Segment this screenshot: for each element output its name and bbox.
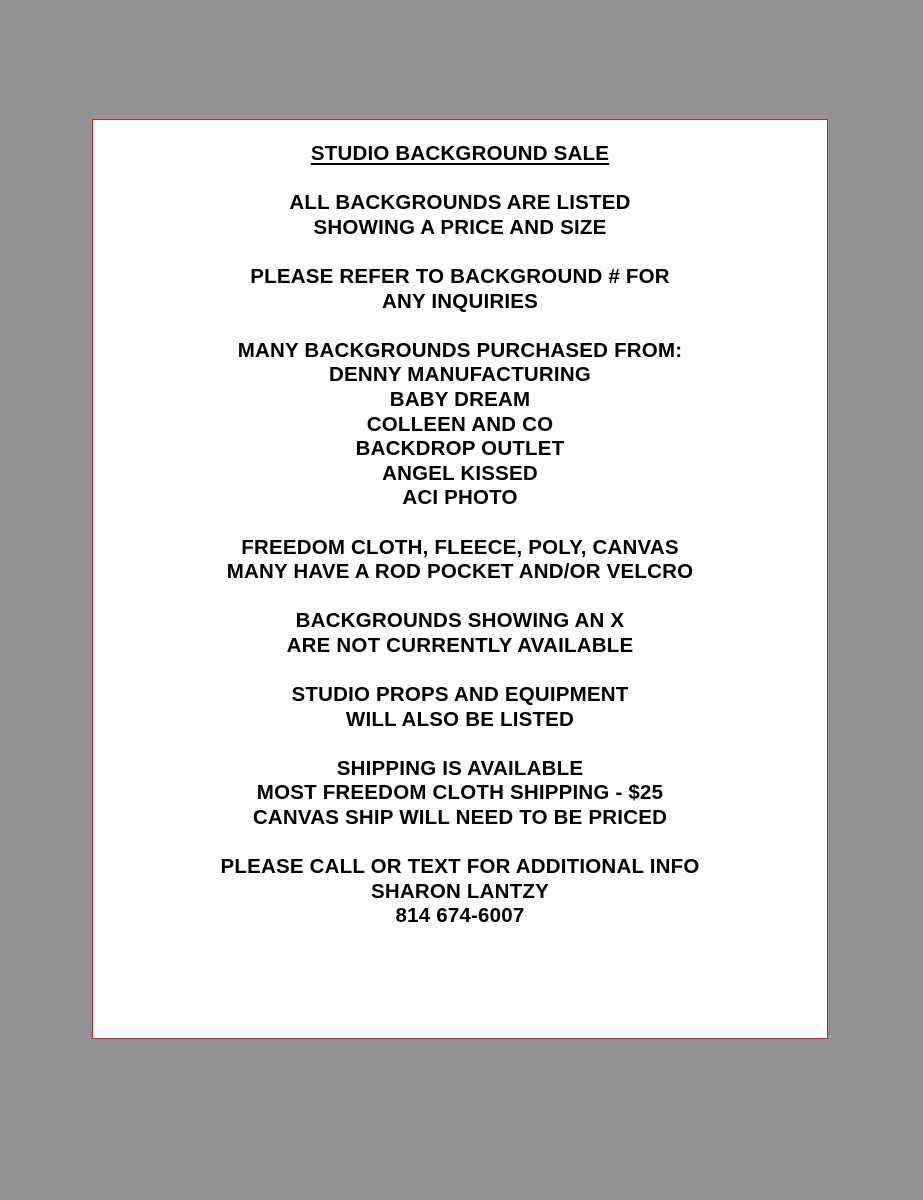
spacer	[93, 240, 827, 265]
intro-line-2: SHOWING A PRICE AND SIZE	[313, 215, 607, 239]
props-line-1: STUDIO PROPS AND EQUIPMENT	[291, 683, 629, 707]
spacer	[93, 831, 827, 856]
supplier-item: COLLEEN AND CO	[366, 412, 554, 436]
shipping-line-2: MOST FREEDOM CLOTH SHIPPING - $25	[256, 781, 664, 805]
materials-line-1: FREEDOM CLOTH, FLEECE, POLY, CANVAS	[241, 535, 679, 559]
availability-line-2: ARE NOT CURRENTLY AVAILABLE	[286, 633, 634, 657]
supplier-item: ACI PHOTO	[402, 486, 518, 510]
refer-line-2: ANY INQUIRIES	[382, 289, 538, 313]
shipping-line-1: SHIPPING IS AVAILABLE	[336, 756, 584, 780]
refer-line-1: PLEASE REFER TO BACKGROUND # FOR	[250, 264, 670, 288]
flyer-title: STUDIO BACKGROUND SALE	[310, 142, 610, 165]
spacer	[93, 732, 827, 757]
spacer	[93, 511, 827, 536]
spacer	[93, 314, 827, 339]
supplier-item: ANGEL KISSED	[382, 461, 538, 485]
materials-line-2: MANY HAVE A ROD POCKET AND/OR VELCRO	[226, 560, 694, 584]
flyer-sheet	[92, 119, 828, 1039]
supplier-item: DENNY MANUFACTURING	[329, 363, 591, 387]
contact-line: PLEASE CALL OR TEXT FOR ADDITIONAL INFO	[220, 855, 700, 879]
suppliers-heading: MANY BACKGROUNDS PURCHASED FROM:	[237, 338, 683, 362]
contact-phone: 814 674-6007	[395, 904, 525, 928]
supplier-item: BACKDROP OUTLET	[355, 437, 565, 461]
contact-name: SHARON LANTZY	[371, 879, 549, 903]
spacer	[93, 658, 827, 683]
spacer	[93, 585, 827, 610]
props-line-2: WILL ALSO BE LISTED	[345, 707, 575, 731]
availability-line-1: BACKGROUNDS SHOWING AN X	[295, 609, 625, 633]
supplier-item: BABY DREAM	[389, 387, 531, 411]
intro-line-1: ALL BACKGROUNDS ARE LISTED	[289, 191, 631, 215]
shipping-line-3: CANVAS SHIP WILL NEED TO BE PRICED	[252, 806, 668, 830]
spacer	[93, 167, 827, 192]
flyer-content	[93, 142, 827, 929]
